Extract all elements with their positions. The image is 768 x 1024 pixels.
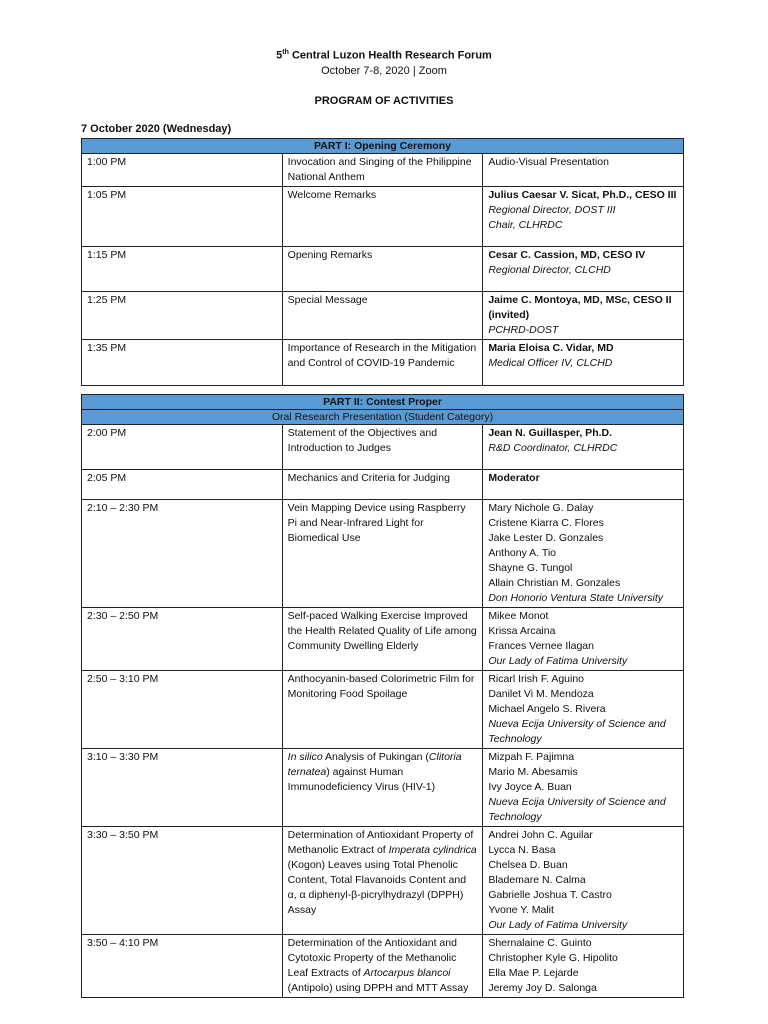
presenter-cell: Ricarl Irish F. Aguino Danilet Vi M. Mendoza Michael Angelo S. Rivera Nueva Ecija University of Science and Technology xyxy=(483,671,684,749)
presenter-cell: Moderator xyxy=(483,470,684,500)
topic-cell: Self-paced Walking Exercise Improved the Health Related Quality of Life among Community Dwelling Elderly xyxy=(282,608,483,671)
table-row xyxy=(82,425,684,470)
presenter-cell: Maria Eloisa C. Vidar, MD Medical Officer IV, CLCHD xyxy=(483,340,684,386)
time-cell: 1:05 PM xyxy=(82,187,283,247)
table-row xyxy=(82,154,684,187)
table-row xyxy=(82,935,684,998)
topic-cell: Statement of the Objectives and Introduction to Judges xyxy=(282,425,483,470)
forum-date-venue: October 7-8, 2020 | Zoom xyxy=(321,65,447,77)
time-cell: 2:05 PM xyxy=(82,470,283,500)
presenter-cell: Mary Nichole G. Dalay Cristene Kiarra C. Flores Jake Lester D. Gonzales Anthony A. Tio Shayne G. Tungol Allain Christian M. Gonzales Don Honorio Ventura State University xyxy=(483,500,684,608)
topic-cell: Invocation and Singing of the Philippine National Anthem xyxy=(282,154,483,187)
topic-cell: Welcome Remarks xyxy=(282,187,483,247)
table-row xyxy=(82,470,684,500)
time-cell: 2:00 PM xyxy=(82,425,283,470)
part2-title: PART II: Contest Proper xyxy=(82,395,684,410)
part2-table xyxy=(81,394,684,998)
topic-cell: Special Message xyxy=(282,292,483,340)
topic-cell: Determination of the Antioxidant and Cytotoxic Property of the Methanolic Leaf Extracts of Artocarpus blancoi (Antipolo) using DPPH and MTT Assay xyxy=(282,935,483,998)
program-heading: PROGRAM OF ACTIVITIES xyxy=(314,95,454,107)
presenter-cell: Mizpah F. Pajimna Mario M. Abesamis Ivy Joyce A. Buan Nueva Ecija University of Science and Technology xyxy=(483,749,684,827)
presenter-cell: Cesar C. Cassion, MD, CESO IV Regional Director, CLCHD xyxy=(483,247,684,292)
day-heading: 7 October 2020 (Wednesday) xyxy=(81,123,232,135)
table-row xyxy=(82,247,684,292)
time-cell: 1:35 PM xyxy=(82,340,283,386)
presenter-cell: Mikee Monot Krissa Arcaina Frances Vernee Ilagan Our Lady of Fatima University xyxy=(483,608,684,671)
table-row xyxy=(82,608,684,671)
time-cell: 2:30 – 2:50 PM xyxy=(82,608,283,671)
time-cell: 3:10 – 3:30 PM xyxy=(82,749,283,827)
presenter-cell: Shernalaine C. Guinto Christopher Kyle G. Hipolito Ella Mae P. Lejarde Jeremy Joy D. Salonga xyxy=(483,935,684,998)
presenter-cell: Julius Caesar V. Sicat, Ph.D., CESO III Regional Director, DOST III Chair, CLHRDC xyxy=(483,187,684,247)
presenter-cell: Jean N. Guillasper, Ph.D. R&D Coordinator, CLHRDC xyxy=(483,425,684,470)
topic-cell: Determination of Antioxidant Property of Methanolic Extract of Imperata cylindrica (Kogon) Leaves using Total Phenolic Content, Total Flavanoids Content and α, α diphenyl-β-picrylhydrazyl (DPPH) Assay xyxy=(282,827,483,935)
topic-cell: Opening Remarks xyxy=(282,247,483,292)
time-cell: 2:50 – 3:10 PM xyxy=(82,671,283,749)
table-row xyxy=(82,671,684,749)
topic-cell: Mechanics and Criteria for Judging xyxy=(282,470,483,500)
time-cell: 2:10 – 2:30 PM xyxy=(82,500,283,608)
presenter-cell: Andrei John C. Aguilar Lycca N. Basa Chelsea D. Buan Blademare N. Calma Gabrielle Joshua T. Castro Yvone Y. Malit Our Lady of Fatima University xyxy=(483,827,684,935)
table-row xyxy=(82,187,684,247)
presenter-cell: Audio-Visual Presentation xyxy=(483,154,684,187)
time-cell: 1:25 PM xyxy=(82,292,283,340)
time-cell: 3:50 – 4:10 PM xyxy=(82,935,283,998)
table-row xyxy=(82,749,684,827)
topic-cell: Importance of Research in the Mitigation and Control of COVID-19 Pandemic xyxy=(282,340,483,386)
table-row xyxy=(82,340,684,386)
time-cell: 1:15 PM xyxy=(82,247,283,292)
table-row xyxy=(82,292,684,340)
part2-subtitle: Oral Research Presentation (Student Category) xyxy=(82,410,684,425)
topic-cell: In silico Analysis of Pukingan (Clitoria ternatea) against Human Immunodeficiency Virus (HIV-1) xyxy=(282,749,483,827)
table-row xyxy=(82,500,684,608)
part1-title: PART I: Opening Ceremony xyxy=(82,139,684,154)
time-cell: 3:30 – 3:50 PM xyxy=(82,827,283,935)
presenter-cell: Jaime C. Montoya, MD, MSc, CESO II (invited) PCHRD-DOST xyxy=(483,292,684,340)
topic-cell: Anthocyanin-based Colorimetric Film for Monitoring Food Spoilage xyxy=(282,671,483,749)
forum-title: 5th Central Luzon Health Research Forum xyxy=(276,49,492,62)
topic-cell: Vein Mapping Device using Raspberry Pi and Near-Infrared Light for Biomedical Use xyxy=(282,500,483,608)
table-row xyxy=(82,827,684,935)
time-cell: 1:00 PM xyxy=(82,154,283,187)
part1-table xyxy=(81,138,684,386)
